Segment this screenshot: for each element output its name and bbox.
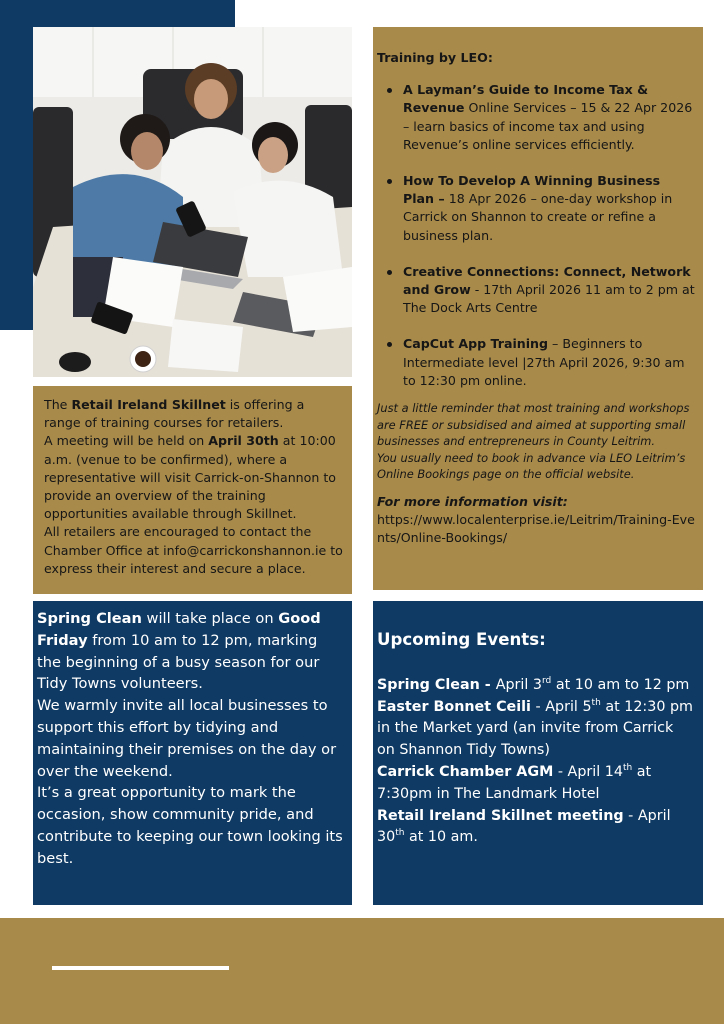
meeting-date: April 30th — [208, 433, 279, 449]
events-title: Upcoming Events: — [377, 630, 546, 649]
retail-skillnet-text: The Retail Ireland Skillnet is offering a range of training courses for retailers. — [44, 397, 305, 431]
event-item: Carrick Chamber AGM - April 14th at 7:30pm in The Landmark Hotel — [377, 763, 652, 802]
upcoming-events-box — [373, 601, 703, 905]
bullet-icon — [387, 88, 392, 93]
spring-clean-invite: We warmly invite all local businesses to support this effort by tidying and maintaining their premises on the day or over the weekend. — [37, 697, 337, 780]
spring-clean-box — [33, 601, 352, 905]
bullet-icon — [387, 342, 392, 347]
spring-clean-intro: Spring Clean will take place on Good Friday from 10 am to 12 pm, marking the beginning of a busy season for our Tidy Towns volunteers. — [37, 610, 321, 693]
retail-skillnet-box — [33, 386, 352, 594]
bullet-icon — [387, 270, 392, 275]
bullet-icon — [387, 179, 392, 184]
retail-skillnet-name: Retail Ireland Skillnet — [71, 397, 226, 412]
meeting-text: A meeting will be held on April 30th at 10:00 a.m. (venue to be confirmed), where a representative will visit Carrick-on-Shannon to provide an overview of the training opportunities available through Skillnet. — [44, 433, 336, 522]
training-leo-box — [373, 27, 703, 590]
booking-note: You usually need to book in advance via LEO Leitrim’s Online Bookings page on the official website. — [377, 450, 686, 482]
event-item: Easter Bonnet Ceili - April 5th at 12:30 pm in the Market yard (an invite from Carrick on Shannon Tidy Towns) — [377, 697, 693, 759]
office-meeting-photo — [33, 27, 352, 377]
footer-divider — [52, 966, 229, 970]
training-item: Creative Connections: Connect, Network and Grow - 17th April 2026 11 am to 2 pm at The Dock Arts Centre — [377, 263, 695, 318]
event-item: Spring Clean - April 3rd at 10 am to 12 pm — [377, 676, 690, 693]
free-training-note: Just a little reminder that most training and workshops are FREE or subsidised and aimed at supporting small businesses and entrepreneurs in County Leitrim. — [377, 401, 690, 449]
spring-clean-closing: It’s a great opportunity to mark the occasion, show community pride, and contribute to keeping our town looking its best. — [37, 784, 343, 867]
training-item: How To Develop A Winning Business Plan – 18 Apr 2026 – one-day workshop in Carrick on Shannon to create or refine a business plan. — [377, 172, 695, 245]
training-heading: Training by LEO: — [377, 50, 493, 65]
training-list — [377, 81, 695, 390]
more-info-label: For more information visit: — [377, 494, 568, 510]
meeting-illustration — [33, 27, 352, 377]
event-item: Retail Ireland Skillnet meeting - April 30th at 10 am. — [377, 807, 671, 846]
contact-text: All retailers are encouraged to contact the Chamber Office at info@carrickonshannon.ie to express their interest and secure a place. — [44, 524, 343, 576]
training-item: A Layman’s Guide to Income Tax & Revenue Online Services – 15 & 22 Apr 2026 – learn basics of income tax and using Revenue’s online services efficiently. — [377, 81, 695, 154]
training-item: CapCut App Training – Beginners to Intermediate level |27th April 2026, 9:30 am to 12:30 pm online. — [377, 335, 695, 390]
leo-bookings-link[interactable]: https://www.localenterprise.ie/Leitrim/Training-Events/Online-Bookings/ — [377, 512, 695, 546]
footer-band — [0, 918, 724, 1024]
